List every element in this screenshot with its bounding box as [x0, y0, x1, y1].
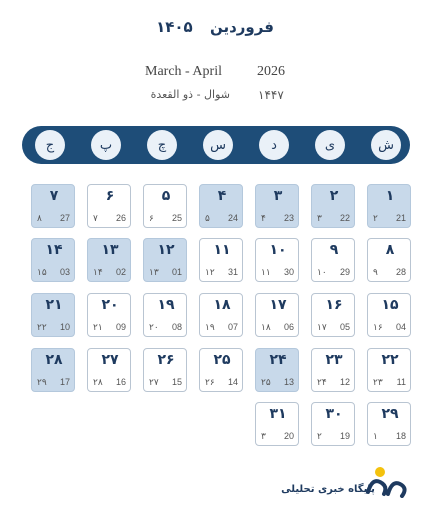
calendar-day-cell[interactable]	[199, 348, 243, 392]
calendar-day-cell[interactable]	[87, 238, 131, 282]
hijri-day-number: ۳	[261, 432, 266, 442]
hijri-day-number: ۲۵	[261, 378, 271, 388]
persian-day-number: ۲۹	[381, 406, 399, 422]
hijri-day-number: ۱	[373, 432, 378, 442]
calendar-day-cell[interactable]	[311, 238, 355, 282]
calendar-day-cell[interactable]	[199, 184, 243, 228]
hijri-day-number: ۱۲	[205, 268, 215, 278]
weekday-monday: د	[259, 130, 289, 160]
persian-day-number: ۳	[273, 188, 283, 204]
persian-day-number: ۳۱	[269, 406, 287, 422]
persian-day-number: ۵	[161, 188, 171, 204]
gregorian-months: March - April	[145, 64, 222, 79]
gregorian-day-number: 18	[395, 431, 406, 441]
hijri-day-number: ۲۳	[373, 378, 383, 388]
gregorian-day-number: 29	[339, 267, 350, 277]
hijri-day-number: ۲۹	[37, 378, 47, 388]
persian-day-number: ۱۹	[157, 297, 175, 313]
calendar-day-cell[interactable]	[143, 184, 187, 228]
persian-day-number: ۲۳	[325, 352, 343, 368]
hijri-day-number: ۲۰	[149, 323, 159, 333]
gregorian-day-number: 11	[396, 377, 406, 387]
persian-day-number: ۱۵	[381, 297, 399, 313]
calendar-day-cell[interactable]	[311, 184, 355, 228]
weekday-header-bar	[22, 126, 410, 164]
persian-day-number: ۲۰	[101, 297, 119, 313]
persian-day-number: ۷	[49, 188, 59, 204]
persian-day-number: ۲۷	[101, 352, 119, 368]
gregorian-day-number: 25	[171, 213, 182, 223]
gregorian-day-number: 05	[339, 322, 350, 332]
calendar-day-cell[interactable]	[367, 184, 411, 228]
persian-day-number: ۲۱	[45, 297, 63, 313]
persian-day-number: ۲۶	[157, 352, 175, 368]
calendar-day-cell[interactable]	[255, 238, 299, 282]
persian-day-number: ۲۵	[213, 352, 231, 368]
gregorian-day-number: 20	[283, 431, 294, 441]
hijri-year: ۱۴۴۷	[258, 88, 284, 102]
gregorian-day-number: 17	[59, 377, 70, 387]
persian-day-number: ۴	[217, 188, 227, 204]
weekday-saturday: ش	[371, 130, 401, 160]
gregorian-day-number: 19	[339, 431, 350, 441]
calendar-day-cell[interactable]	[199, 293, 243, 337]
persian-day-number: ۲	[329, 188, 339, 204]
gregorian-day-number: 24	[227, 213, 238, 223]
weekday-friday: ج	[35, 130, 65, 160]
hijri-day-number: ۱۴	[93, 268, 103, 278]
weekday-tuesday: س	[203, 130, 233, 160]
gregorian-day-number: 31	[227, 267, 238, 277]
gregorian-day-number: 26	[115, 213, 126, 223]
calendar-day-cell[interactable]	[367, 238, 411, 282]
hijri-day-number: ۱۰	[317, 268, 327, 278]
calendar-day-cell[interactable]	[87, 293, 131, 337]
calendar-day-cell[interactable]	[31, 293, 75, 337]
gregorian-day-number: 06	[283, 322, 294, 332]
hijri-day-number: ۱۱	[261, 268, 271, 278]
hijri-day-number: ۲۶	[205, 378, 215, 388]
calendar-day-cell[interactable]	[31, 238, 75, 282]
persian-day-number: ۱۶	[325, 297, 343, 313]
gregorian-year: 2026	[257, 64, 285, 79]
gregorian-day-number: 23	[283, 213, 294, 223]
gregorian-day-number: 16	[115, 377, 126, 387]
hijri-day-number: ۶	[149, 214, 154, 224]
hijri-day-number: ۲	[317, 432, 322, 442]
hijri-day-number: ۳	[317, 214, 322, 224]
persian-day-number: ۱۴	[45, 242, 63, 258]
hijri-day-number: ۸	[37, 214, 42, 224]
logo-caption: پایگاه خبری تحلیلی	[281, 484, 375, 495]
persian-day-number: ۱	[385, 188, 395, 204]
persian-day-number: ۱۰	[269, 242, 287, 258]
gregorian-day-number: 30	[283, 267, 294, 277]
hijri-day-number: ۱۷	[317, 323, 327, 333]
hijri-day-number: ۲۱	[93, 323, 103, 333]
calendar-day-cell[interactable]	[255, 184, 299, 228]
calendar-day-cell[interactable]	[367, 293, 411, 337]
persian-day-number: ۳۰	[325, 406, 343, 422]
persian-day-number: ۱۲	[157, 242, 175, 258]
hijri-day-number: ۲۷	[149, 378, 159, 388]
calendar-day-cell[interactable]	[255, 348, 299, 392]
persian-day-number: ۲۸	[45, 352, 63, 368]
calendar-day-cell[interactable]	[311, 402, 355, 446]
gregorian-day-number: 27	[59, 213, 70, 223]
hijri-day-number: ۲۴	[317, 378, 327, 388]
calendar-day-cell[interactable]	[367, 348, 411, 392]
gregorian-day-number: 03	[59, 267, 70, 277]
calendar-grid	[30, 184, 412, 446]
persian-day-number: ۱۱	[213, 242, 231, 258]
persian-day-number: ۲۴	[269, 352, 287, 368]
calendar-day-cell[interactable]	[311, 293, 355, 337]
gregorian-day-number: 01	[171, 267, 182, 277]
persian-day-number: ۱۷	[269, 297, 287, 313]
weekday-wednesday: چ	[147, 130, 177, 160]
hijri-day-number: ۲۸	[93, 378, 103, 388]
hijri-day-number: ۵	[205, 214, 210, 224]
hijri-day-number: ۱۳	[149, 268, 159, 278]
persian-day-number: ۹	[329, 242, 339, 258]
calendar-day-cell[interactable]	[367, 402, 411, 446]
calendar-day-cell[interactable]	[199, 238, 243, 282]
calendar-day-cell[interactable]	[31, 184, 75, 228]
persian-year: ۱۴۰۵	[156, 18, 193, 36]
calendar-day-cell[interactable]	[87, 184, 131, 228]
gregorian-day-number: 07	[227, 322, 238, 332]
weekday-thursday: پ	[91, 130, 121, 160]
gregorian-day-number: 21	[395, 213, 406, 223]
calendar-day-cell[interactable]	[255, 402, 299, 446]
month-name: فروردین	[209, 18, 274, 36]
gregorian-day-number: 12	[339, 377, 350, 387]
hijri-day-number: ۱۹	[205, 323, 215, 333]
hijri-months: شوال - ذو القعدة	[150, 88, 230, 101]
persian-day-number: ۲۲	[381, 352, 399, 368]
calendar-title	[0, 18, 430, 36]
gregorian-day-number: 08	[171, 322, 182, 332]
gregorian-day-number: 22	[339, 213, 350, 223]
persian-day-number: ۱۸	[213, 297, 231, 313]
calendar-day-cell[interactable]	[143, 293, 187, 337]
calendar-day-cell[interactable]	[87, 348, 131, 392]
gregorian-day-number: 09	[115, 322, 126, 332]
hijri-day-number: ۷	[93, 214, 98, 224]
hijri-day-number: ۴	[261, 214, 266, 224]
gregorian-day-number: 10	[59, 322, 70, 332]
persian-day-number: ۸	[385, 242, 395, 258]
hijri-day-number: ۱۶	[373, 323, 383, 333]
hijri-day-number: ۱۸	[261, 323, 271, 333]
hijri-day-number: ۲	[373, 214, 378, 224]
gregorian-day-number: 14	[227, 377, 238, 387]
hijri-day-number: ۱۵	[37, 268, 47, 278]
calendar-day-cell[interactable]	[143, 348, 187, 392]
gregorian-day-number: 28	[395, 267, 406, 277]
hijri-day-number: ۹	[373, 268, 378, 278]
persian-day-number: ۶	[105, 188, 115, 204]
gregorian-day-number: 13	[283, 377, 294, 387]
gregorian-day-number: 02	[115, 267, 126, 277]
calendar-day-cell[interactable]	[311, 348, 355, 392]
hijri-day-number: ۲۲	[37, 323, 47, 333]
persian-day-number: ۱۳	[101, 242, 119, 258]
gregorian-day-number: 15	[171, 377, 182, 387]
calendar-day-cell[interactable]	[143, 238, 187, 282]
gregorian-day-number: 04	[395, 322, 406, 332]
weekday-sunday: ی	[315, 130, 345, 160]
calendar-day-cell[interactable]	[31, 348, 75, 392]
calendar-day-cell[interactable]	[255, 293, 299, 337]
